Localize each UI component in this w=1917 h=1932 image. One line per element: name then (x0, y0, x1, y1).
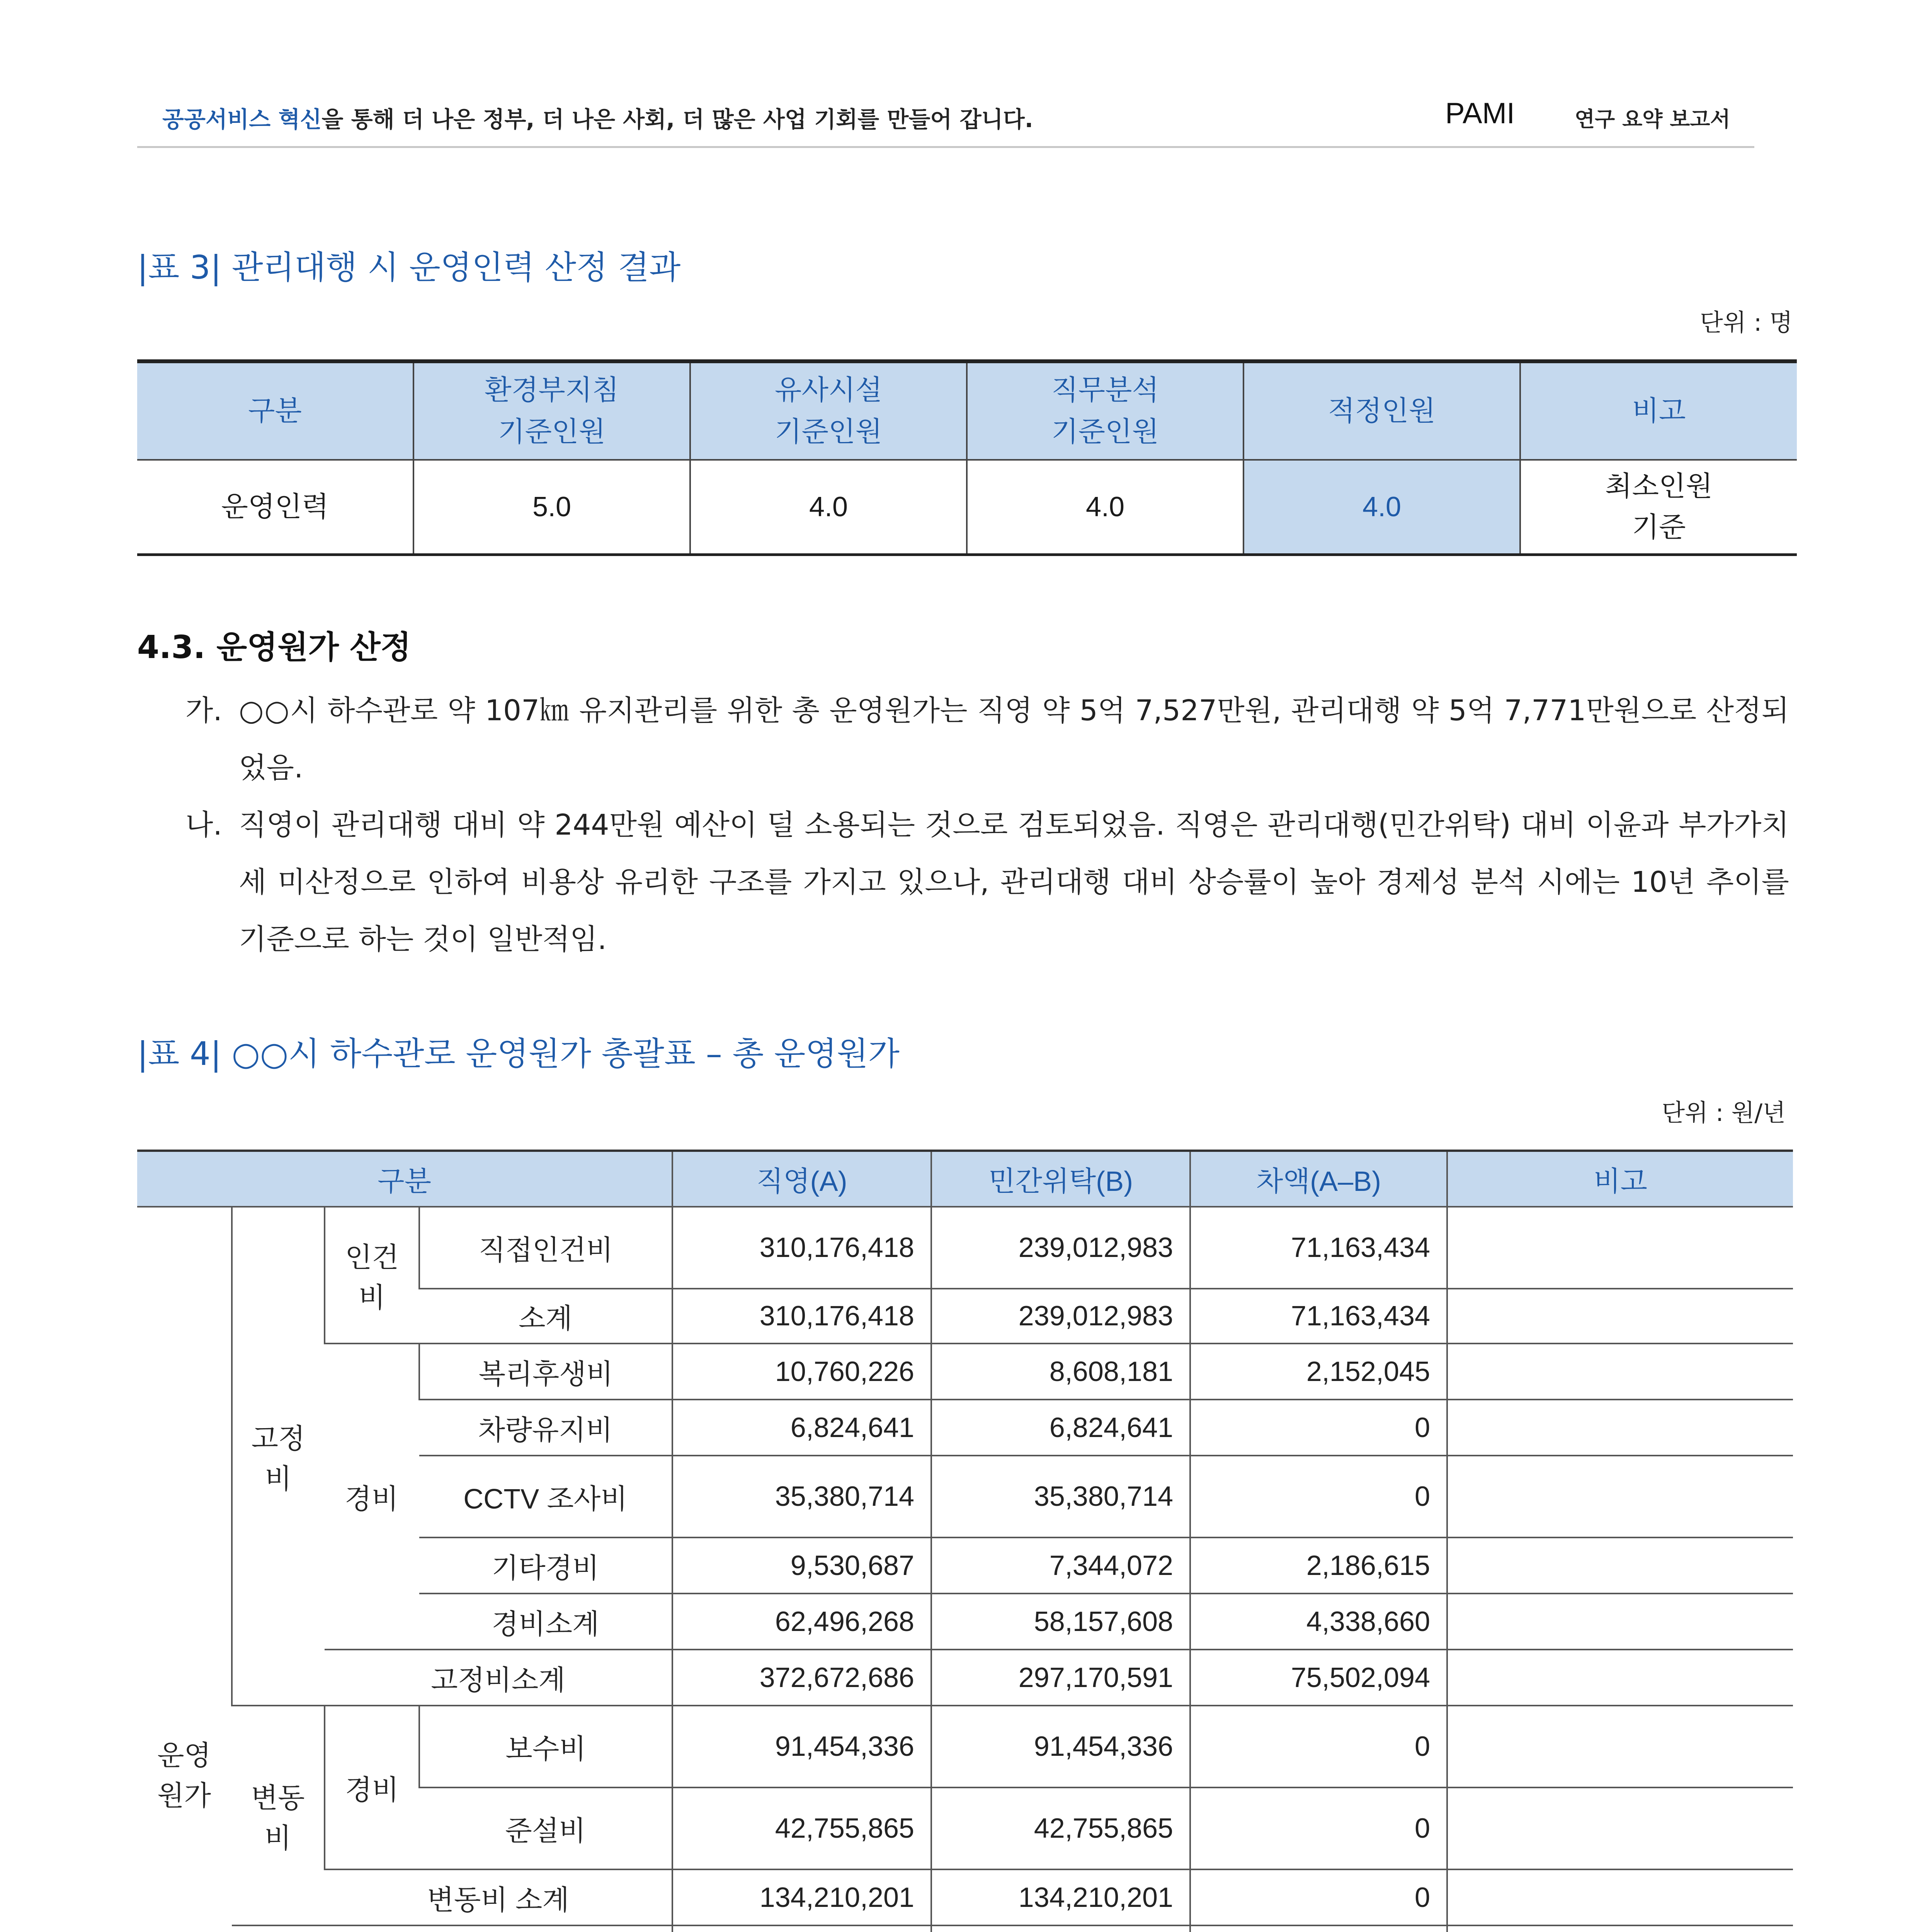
table3-header-row (137, 361, 1797, 460)
row-label: 변동비 소계 (325, 1869, 672, 1925)
group-expense-variable: 경비 (325, 1706, 419, 1869)
table3-cell-category: 운영인력 (137, 460, 413, 555)
cell-remarks (1447, 1537, 1793, 1594)
table4-header-private: 민간위탁(B) (931, 1151, 1190, 1207)
cell-direct: 10,760,226 (672, 1344, 931, 1400)
table4-header-direct: 직영(A) (672, 1151, 931, 1207)
group-labor: 인건 비 (325, 1207, 419, 1344)
cell-remarks (1447, 1925, 1793, 1932)
table-row (137, 1869, 1793, 1925)
cell-private: 8,608,181 (931, 1344, 1190, 1400)
cell-difference: 0 (1190, 1787, 1447, 1869)
cell-remarks (1447, 1289, 1793, 1344)
section-title: 4.3. 운영원가 산정 (137, 629, 411, 666)
paragraph-na-label: 나. (185, 808, 223, 842)
table-row (137, 1344, 1793, 1400)
table-row (137, 1706, 1793, 1787)
table3-cell-appropriate: 4.0 (1243, 460, 1520, 555)
cell-difference: 75,502,094 (1190, 1650, 1447, 1706)
group-variable-cost: 변동 비 (232, 1706, 325, 1925)
cell-direct: 62,496,268 (672, 1594, 931, 1650)
cell-remarks (1447, 1456, 1793, 1537)
paragraph-ga-label: 가. (185, 694, 223, 727)
cell-remarks (1447, 1869, 1793, 1925)
cell-remarks (1447, 1650, 1793, 1706)
cell-direct: 372,672,686 (672, 1650, 931, 1706)
row-label: 고정비소계 (325, 1650, 672, 1706)
table3-header-ministry-standard: 환경부지침 기준인원 (413, 361, 690, 460)
table3-cell-remarks: 최소인원 기준 (1520, 460, 1797, 555)
table3-cell-similar-facility: 4.0 (690, 460, 967, 555)
table3-header-job-analysis: 직무분석 기준인원 (967, 361, 1243, 460)
table4-header-category: 구분 (137, 1151, 672, 1207)
table-row (137, 1207, 1793, 1289)
table4-header-remarks: 비고 (1447, 1151, 1793, 1207)
cell-remarks (1447, 1787, 1793, 1869)
header-brand: PAMI (1445, 97, 1515, 130)
paragraph-na (185, 796, 1789, 968)
row-label: 준설비 (419, 1787, 672, 1869)
table3-title: |표 3| 관리대행 시 운영인력 산정 결과 (137, 248, 681, 286)
cell-direct (672, 1925, 931, 1932)
row-label: 소계 (419, 1289, 672, 1344)
row-label: 기타경비 (419, 1537, 672, 1594)
cell-difference: 2,152,045 (1190, 1344, 1447, 1400)
cell-direct: 35,380,714 (672, 1456, 931, 1537)
header-slogan (162, 101, 1033, 134)
cell-direct: 42,755,865 (672, 1787, 931, 1869)
row-label: 직접인건비 (419, 1207, 672, 1289)
group-expense: 경비 (325, 1344, 419, 1650)
cell-difference: 71,163,434 (1190, 1289, 1447, 1344)
cell-direct: 310,176,418 (672, 1207, 931, 1289)
table3-unit: 단위 : 명 (1700, 308, 1793, 337)
row-label: 경비소계 (419, 1594, 672, 1650)
paragraph-ga (185, 682, 1789, 796)
header-divider (137, 146, 1754, 148)
table3-row (137, 460, 1797, 555)
group-operating-cost: 운영 원가 (137, 1207, 232, 1932)
cell-private: 239,012,983 (931, 1207, 1190, 1289)
cell-difference: 71,163,434 (1190, 1207, 1447, 1289)
cell-difference: 0 (1190, 1400, 1447, 1456)
cell-private: 91,454,336 (931, 1706, 1190, 1787)
cell-difference: 4,338,660 (1190, 1594, 1447, 1650)
cell-private: 7,344,072 (931, 1537, 1190, 1594)
table-row (137, 1650, 1793, 1706)
cell-direct: 6,824,641 (672, 1400, 931, 1456)
cell-private: 297,170,591 (931, 1650, 1190, 1706)
cell-remarks (1447, 1706, 1793, 1787)
cell-private: 35,380,714 (931, 1456, 1190, 1537)
cell-direct: 134,210,201 (672, 1869, 931, 1925)
table4-unit: 단위 : 원/년 (1662, 1099, 1786, 1127)
cell-direct: 91,454,336 (672, 1706, 931, 1787)
cell-private: 6,824,641 (931, 1400, 1190, 1456)
cell-difference: 0 (1190, 1456, 1447, 1537)
header-report-type: 연구 요약 보고서 (1575, 107, 1730, 131)
cell-private: 134,210,201 (931, 1869, 1190, 1925)
table4-header-difference: 차액(A–B) (1190, 1151, 1447, 1207)
row-label (232, 1925, 672, 1932)
table4-title: |표 4| ○○시 하수관로 운영원가 총괄표 – 총 운영원가 (137, 1035, 900, 1073)
cell-remarks (1447, 1344, 1793, 1400)
table4 (137, 1150, 1793, 1932)
row-label: 차량유지비 (419, 1400, 672, 1456)
cell-direct: 310,176,418 (672, 1289, 931, 1344)
table4-header-row (137, 1151, 1793, 1207)
row-label: CCTV 조사비 (419, 1456, 672, 1537)
table3-header-category: 구분 (137, 361, 413, 460)
row-label: 보수비 (419, 1706, 672, 1787)
cell-private: 58,157,608 (931, 1594, 1190, 1650)
cell-private: 42,755,865 (931, 1787, 1190, 1869)
table3-cell-ministry-standard: 5.0 (413, 460, 690, 555)
table3 (137, 359, 1797, 556)
table3-cell-job-analysis: 4.0 (967, 460, 1243, 555)
group-fixed-cost: 고정 비 (232, 1207, 325, 1706)
cell-difference: 2,186,615 (1190, 1537, 1447, 1594)
cell-direct: 9,530,687 (672, 1537, 931, 1594)
cell-private (931, 1925, 1190, 1932)
table-row (137, 1925, 1793, 1932)
table3-header-remarks: 비고 (1520, 361, 1797, 460)
cell-difference: 0 (1190, 1706, 1447, 1787)
table3-header-appropriate: 적정인원 (1243, 361, 1520, 460)
cell-difference: 0 (1190, 1869, 1447, 1925)
row-label: 복리후생비 (419, 1344, 672, 1400)
header-slogan-accent: 공공서비스 혁신 (162, 106, 322, 133)
cell-remarks (1447, 1207, 1793, 1289)
table3-header-similar-facility: 유사시설 기준인원 (690, 361, 967, 460)
cell-private: 239,012,983 (931, 1289, 1190, 1344)
cell-difference (1190, 1925, 1447, 1932)
paragraph-na-text: 직영이 관리대행 대비 약 244만원 예산이 덜 소용되는 것으로 검토되었음. 직영은 관리대행(민간위탁) 대비 이윤과 부가가치세 미산정으로 인하여 비용상 유리한 구조를 가지고 있으나, 관리대행 대비 상승률이 높아 경제성 분석 시에는 10년 추이를 기준으로 하는 것이 일반적임. (239, 808, 1789, 956)
paragraph-ga-text: ○○시 하수관로 약 107㎞ 유지관리를 위한 총 운영원가는 직영 약 5억 7,527만원, 관리대행 약 5억 7,771만원으로 산정되었음. (239, 694, 1789, 784)
cell-remarks (1447, 1594, 1793, 1650)
cell-remarks (1447, 1400, 1793, 1456)
header-slogan-rest: 을 통해 더 나은 정부, 더 나은 사회, 더 많은 사업 기회를 만들어 갑니다. (321, 106, 1033, 133)
